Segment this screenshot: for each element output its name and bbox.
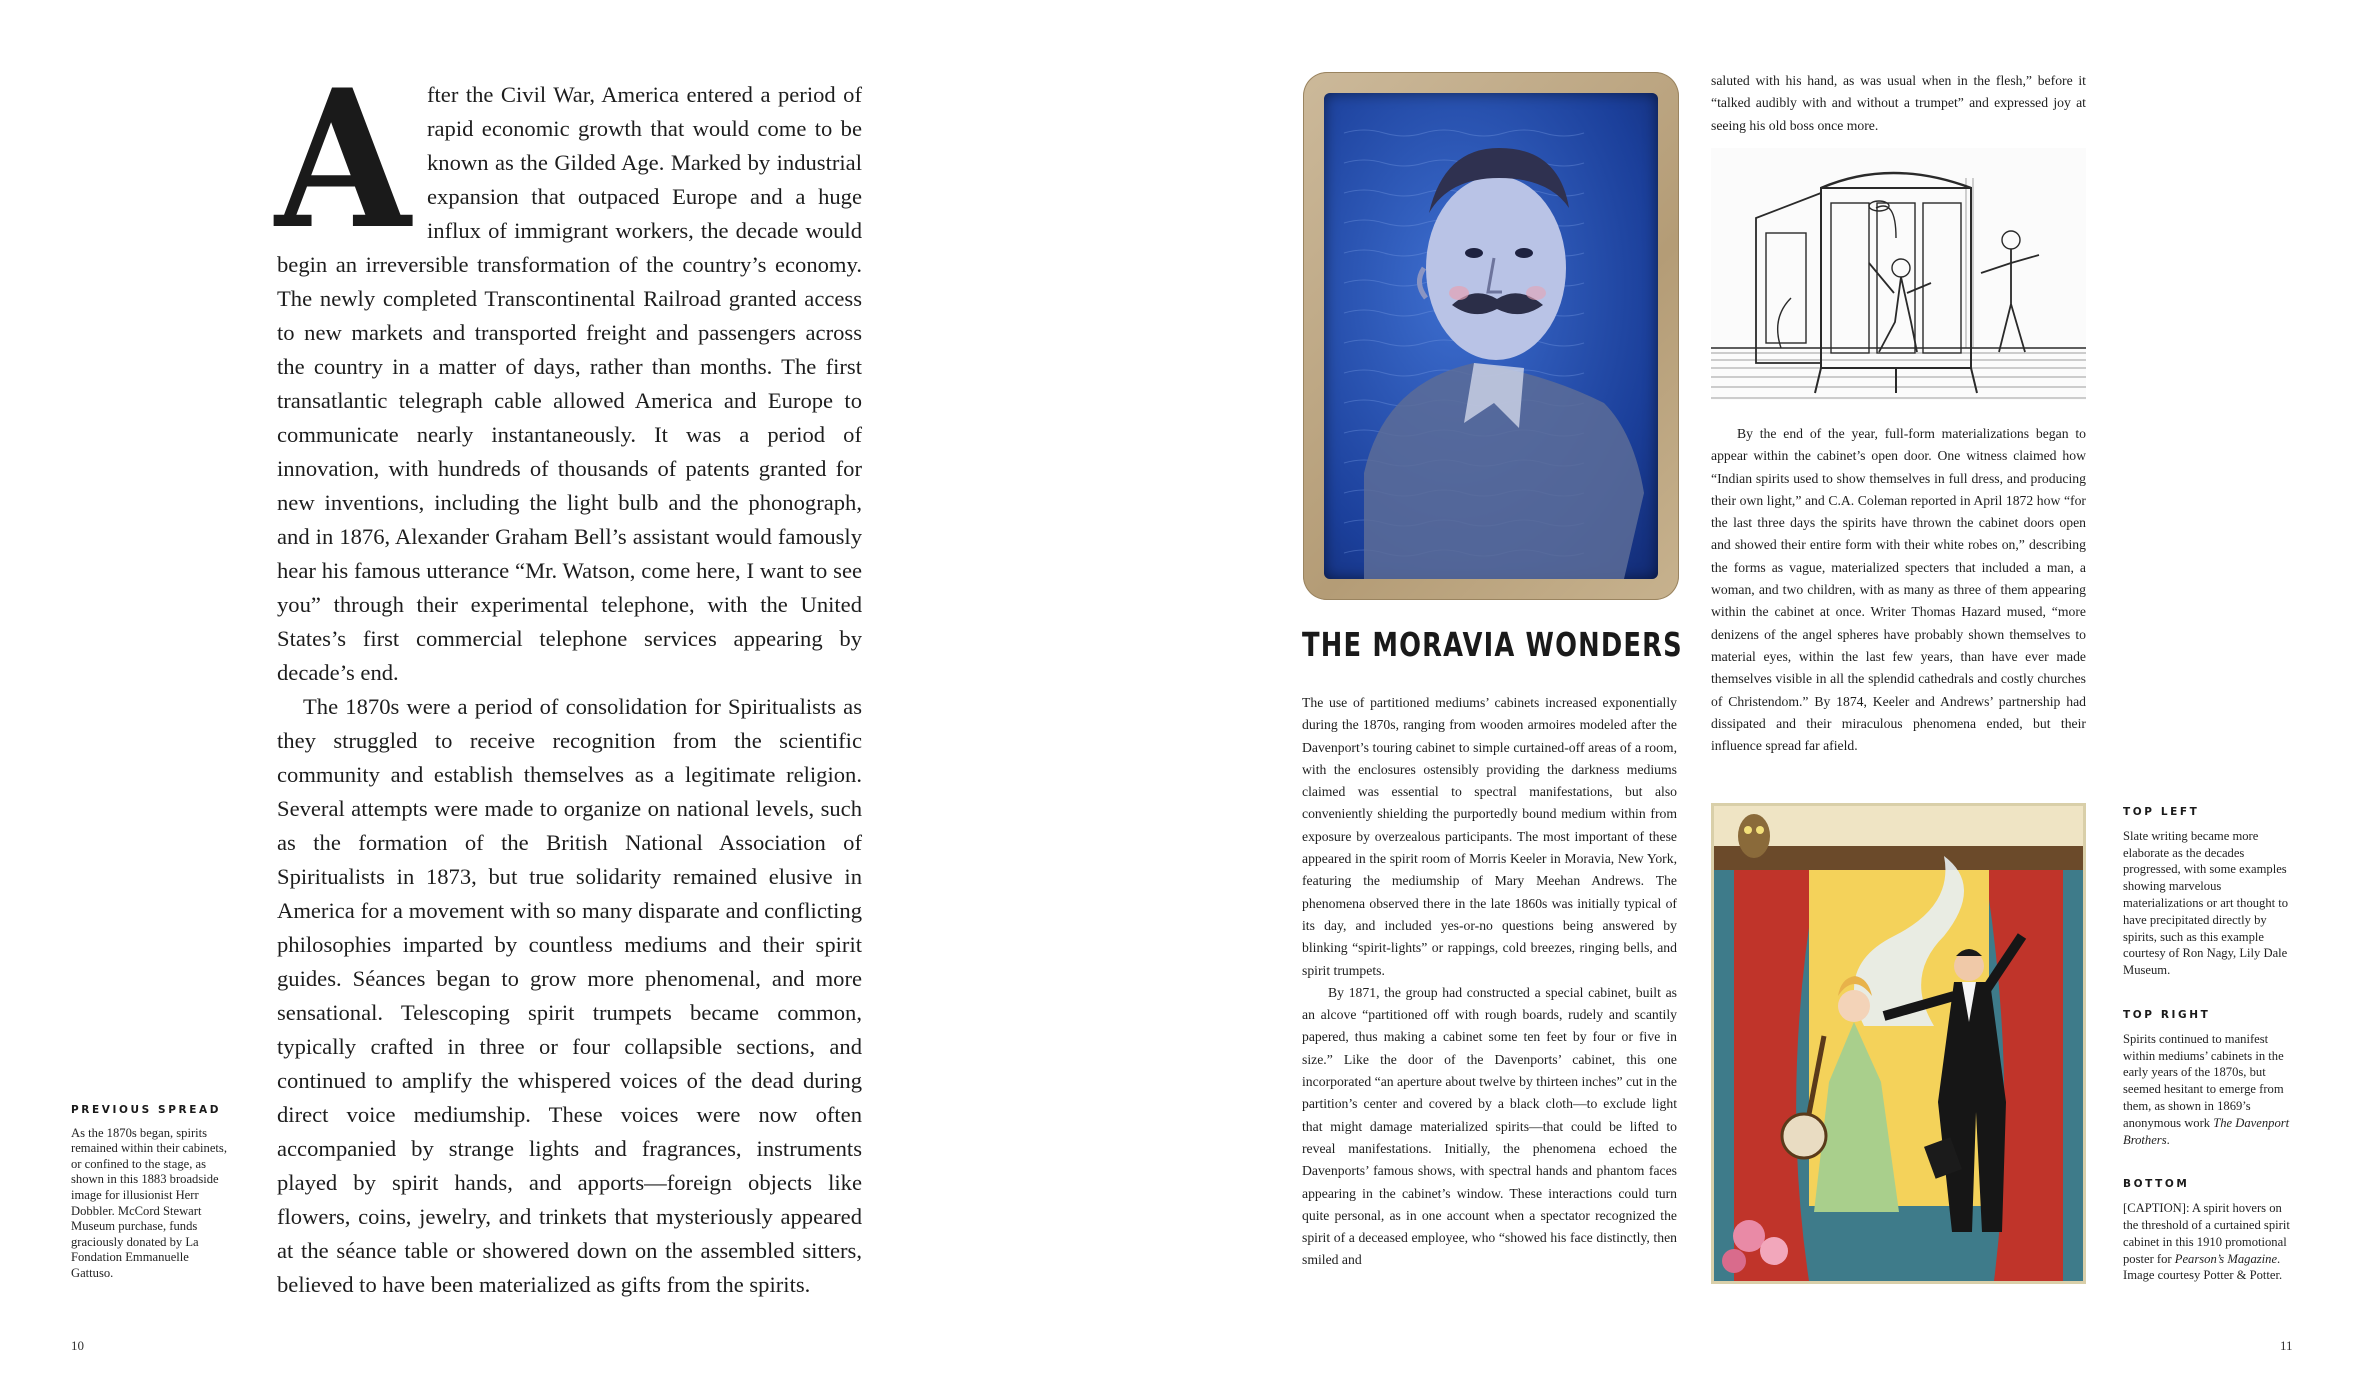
- caption-text-part: .: [2166, 1132, 2170, 1147]
- page-number-left: 10: [71, 1338, 84, 1353]
- previous-spread-caption: [71, 1103, 233, 1282]
- col1-paragraph-2: By 1871, the group had constructed a special cabinet, built as an alcove “partitioned off with rough boards, rudely and scantily papered, thus making a cabinet some ten feet by four or five in size.” Like the door of the Davenports’ cabinet, this one incorporated “an aperture about twelve by thirteen inches” cut in the partition’s center and covered by a black cloth—to exclude light that might damage materialized spirits—that could be lifted to reveal manifestations. Initially, the phenomena echoed the Davenports’ famous shows, with spectral hands and phantom faces appearing in the cabinet’s window. These interactions could turn quite personal, as in one account when a spectator recognized the spirit of a deceased employee, who “showed his face distinctly, then smiled and: [1302, 984, 1677, 1268]
- right-captions: [2123, 804, 2293, 1312]
- caption-top-left: [2123, 804, 2293, 979]
- drop-cap: A: [275, 48, 411, 271]
- caption-italic-title: Pearson’s Magazine: [2174, 1251, 2278, 1266]
- right-column-1: [1302, 692, 1677, 1272]
- caption-heading: BOTTOM: [2123, 1178, 2190, 1191]
- right-column-2-body: [1711, 423, 2086, 757]
- caption-top-right: [2123, 1007, 2293, 1148]
- slate-portrait-drawing: [1324, 93, 1658, 579]
- right-column-2-top: saluted with his hand, as was usual when in the flesh,” before it “talked audibly with and without a trumpet” and expressed joy at seeing his old boss once more.: [1711, 73, 2086, 133]
- poster-drawing: [1714, 806, 2083, 1281]
- magician-poster-image: [1711, 803, 2086, 1284]
- col2-paragraph: By the end of the year, full-form materializations began to appear within the cabinet’s open door. One witness claimed how “Indian spirits used to show themselves in full dress, and producing their own light,” and C.A. Coleman reported in April 1872 how “for the last three days the spirits have thrown the cabinet doors open and showed their entire form with their white robes on,” describing the forms as vague, materialized specters that included a man, a woman, and two children, with as many as three of them appearing within the cabinet at once. Writer Thomas Hazard mused, “more denizens of the angel spheres have probably shown themselves to material eyes, within the last few years, than have ever made themselves visible in all the splendid cathedrals and costly churches of Christendom.” By 1874, Keeler and Andrews’ partnership had dissipated and their miraculous phenomena ended, but their influence spread far afield.: [1711, 426, 2086, 754]
- caption-italic-title: The Davenport Brothers: [2123, 1115, 2290, 1147]
- slate-surface: [1324, 93, 1658, 579]
- caption-text-part: Spirits continued to manifest within mediums’ cabinets in the early years of the 1870s, but seemed hesitant to emerge from them, as shown in 1869’s anonymous work: [2123, 1031, 2284, 1130]
- caption-text: [2123, 1200, 2293, 1284]
- paragraph-1-text: fter the Civil War, America entered a period of rapid economic growth that would come to be known as the Gilded Age. Marked by industrial expansion that outpaced Europe and a huge influx of immigrant workers, the decade would begin an irreversible transformation of the country’s economy. The newly completed Transcontinental Railroad granted access to new markets and transported freight and passengers across the country in a matter of days, rather than months. The first transatlantic telegraph cable allowed America and Europe to communicate nearly instantaneously. It was a period of innovation, with hundreds of thousands of patents granted for new inventions, including the light bulb and the phonograph, and in 1876, Alexander Graham Bell’s assistant would famously hear his famous utterance “Mr. Watson, come here, I want to see you” through their experimental telephone, with the United States’s first commercial telephone services appearing by decade’s end.: [277, 82, 862, 685]
- caption-text: [2123, 1031, 2293, 1149]
- caption-heading: TOP RIGHT: [2123, 1008, 2211, 1021]
- engraving-drawing: [1711, 148, 2086, 400]
- col1-paragraph-1: The use of partitioned mediums’ cabinets increased exponentially during the 1870s, ranging from wooden armoires modeled after the Davenport’s touring cabinet to simple curtained-off areas of a room, with the enclosures ostensibly providing the darkness mediums claimed was essential to spectral manifestations, but also conveniently shielding the purportedly bound medium within from exposure by overzealous participants. The most important of these appeared in the spirit room of Morris Keeler in Moravia, New York, featuring the mediumship of Mary Meehan Andrews. The phenomena observed there in the late 1860s was initially typical of its day, and included yes-or-no questions being answered by blinking “spirit-lights” or rappings, cold breezes, ringing bells, and spirit trumpets.: [1302, 695, 1677, 978]
- body-paragraph-1: [275, 48, 862, 690]
- caption-bottom: [2123, 1176, 2293, 1284]
- body-paragraph-2: The 1870s were a period of consolidation for Spiritualists as they struggled to receive recognition from the scientific community and establish themselves as a legitimate religion. Several attempts were made to organize on national levels, such as the formation of the British National Association of Spiritualists in 1873, but true solidarity remained elusive in America for a movement with so many disparate and conflicting philosophies imparted by countless mediums and their spirit guides. Séances began to grow more phenomenal, and more sensational. Telescoping spirit trumpets became common, typically crafted in three or four collapsible sections, and continued to amplify the whispered voices of the dead during direct voice mediumship. These voices were now often accompanied by strange lights and fragrances, instruments played by spirit hands, and apports—foreign objects like flowers, coins, jewelry, and trinkets that mysteriously appeared at the séance table or showered down on the assembled sitters, believed to have been materialized as gifts from the spirits.: [277, 694, 862, 1297]
- caption-heading: PREVIOUS SPREAD: [71, 1104, 222, 1116]
- caption-text-part: [CAPTION]: A spirit hovers on the threshold of a curtained spirit cabinet in this 1910 promotional poster for: [2123, 1201, 2290, 1266]
- caption-heading: TOP LEFT: [2123, 806, 2200, 818]
- caption-text: As the 1870s began, spirits remained within their cabinets, or confined to the stage, as shown in this 1883 broadside image for illusionist Herr Dobbler. McCord Stewart Museum purchase, funds graciously donated by La Fondation Emmanuelle Gattuso.: [71, 1125, 227, 1280]
- page-number-right: 11: [2280, 1338, 2293, 1353]
- slate-portrait-image: [1303, 72, 1679, 600]
- caption-text: Slate writing became more elaborate as the decades progressed, with some examples showing marvelous materializations or art thought to have precipitated directly by spirits, such as this example courtesy of Ron Nagy, Lily Dale Museum.: [2123, 828, 2289, 978]
- caption-text-part: . Image courtesy Potter & Potter.: [2123, 1251, 2283, 1283]
- main-body-text: [275, 48, 862, 1302]
- section-title: THE MORAVIA WONDERS: [1302, 625, 1683, 664]
- cabinet-engraving-image: [1711, 148, 2086, 400]
